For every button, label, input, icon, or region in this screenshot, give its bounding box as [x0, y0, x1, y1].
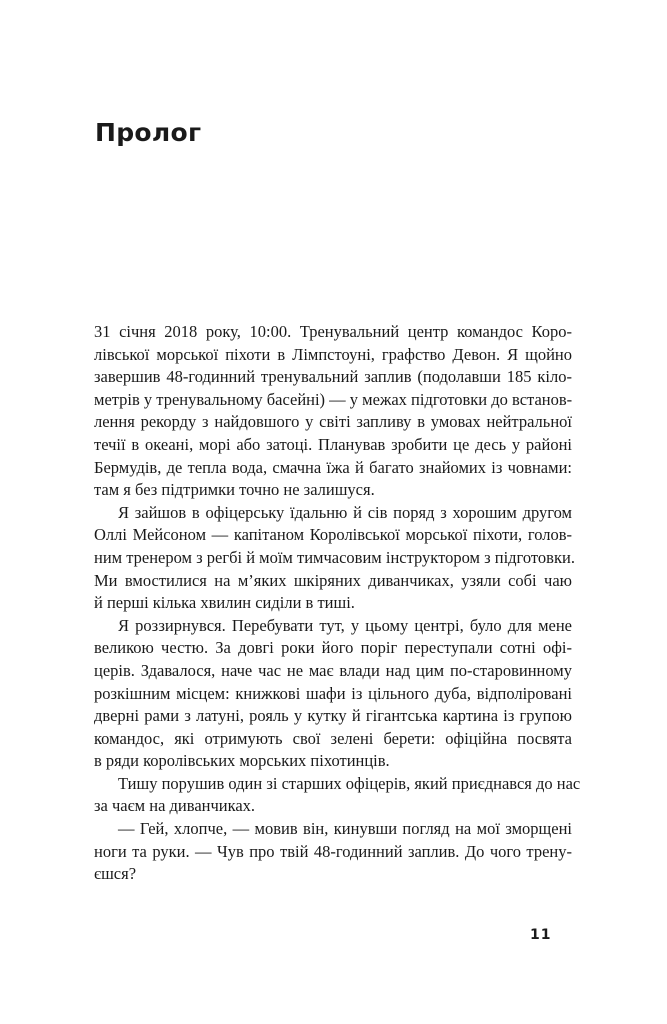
text-line: великою честю. За довгі роки його поріг переступали сотні офі-	[94, 638, 572, 658]
text-line: командос, які отримують свої зелені берети: офіційна посвята	[94, 728, 572, 748]
text-line: за чаєм на диванчиках.	[94, 796, 256, 816]
text-line: Я роззирнувся. Перебувати тут, у цьому центрі, було для мене	[118, 615, 572, 635]
text-line: ноги та руки. — Чув про твій 48-годинний заплив. До чого трену-	[94, 841, 572, 861]
page-number: 11	[530, 927, 552, 943]
chapter-title: Пролог	[95, 118, 202, 147]
text-line: там я без підтримки точно не залишуся.	[94, 480, 375, 500]
text-line: лівської морської піхоти в Лімпстоуні, графство Девон. Я щойно	[94, 344, 572, 364]
text-line: Я зайшов в офіцерську їдальню й сів поряд з хорошим другом	[118, 502, 572, 522]
text-line: Оллі Мейсоном — капітаном Королівської морської піхоти, голов-	[94, 525, 572, 545]
text-line: ним тренером з регбі й моїм тимчасовим інструктором з підготовки.	[94, 547, 575, 567]
text-line: розкішним місцем: книжкові шафи із цільного дуба, відполіровані	[94, 683, 572, 703]
text-line: церів. Здавалося, наче час не має влади над цим по-старовинному	[94, 660, 572, 680]
text-line: метрів у тренувальному басейні) — у межах підготовки до встанов-	[94, 389, 573, 409]
text-line: 31 січня 2018 року, 10:00. Тренувальний центр командос Коро-	[94, 322, 572, 341]
text-line: Бермудів, де тепла вода, смачна їжа й багато знайомих із човнами:	[94, 457, 572, 477]
body-text	[94, 321, 581, 886]
text-line: течії в океані, морі або затоці. Планував зробити це десь у районі	[94, 434, 572, 454]
text-line: — Гей, хлопче, — мовив він, кинувши погляд на мої зморщені	[118, 819, 572, 839]
text-line: лення рекорду з найдовшого у світі запливу в умовах нейтральної	[94, 412, 572, 432]
text-line: й перші кілька хвилин сиділи в тиші.	[94, 593, 355, 613]
text-line: дверні рами з латуні, рояль у кутку й гігантська картина із групою	[94, 706, 572, 726]
text-line: завершив 48-годинний тренувальний заплив (подолавши 185 кіло-	[94, 367, 572, 387]
text-line: єшся?	[94, 864, 137, 884]
text-line: Ми вмостилися на м’яких шкіряних диванчиках, узяли собі чаю	[94, 570, 572, 590]
text-line: Тишу порушив один зі старших офіцерів, який приєднався до нас	[118, 773, 581, 793]
text-line: в ряди королівських морських піхотинців.	[94, 751, 390, 771]
